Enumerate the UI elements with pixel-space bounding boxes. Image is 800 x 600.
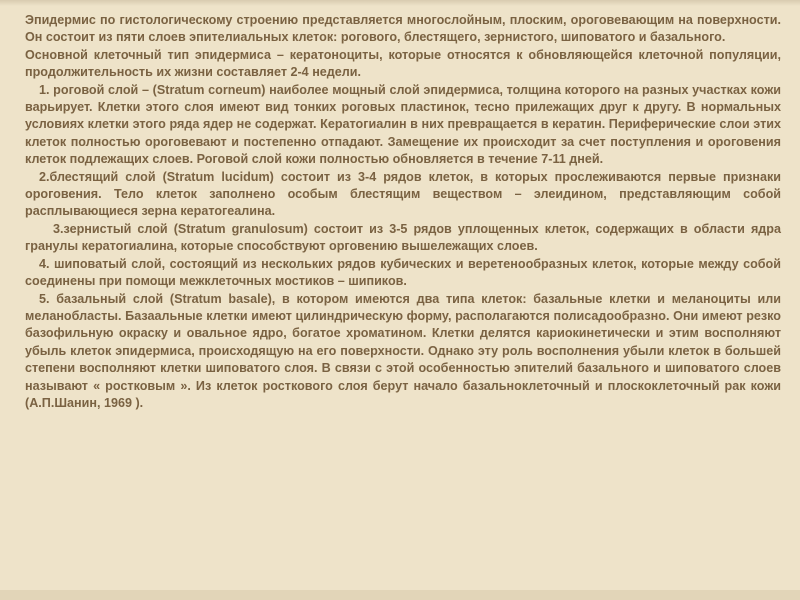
paragraph-stratum-lucidum: 2.блестящий слой (Stratum lucidum) состоит из 3-4 рядов клеток, в которых прослеживаются первые признаки ороговения. Тело клеток заполнено особым блестящим веществом – элеидином, представляющим собой расплывающиеся зерна кератогеалина. bbox=[25, 169, 781, 219]
paragraph-stratum-corneum: 1. роговой слой – (Stratum corneum) наиболее мощный слой эпидермиса, толщина которого на разных участках кожи варьирует. Клетки этого слоя имеют вид тонких роговых пластинок, тесно прилежащих друг к другу. В нормальных условиях клетки этого ряда ядер не содержат. Кератогиалин в них превращается в кератин. Периферические слои этих клеток полностью ороговевают и постепенно отпадают. Замещение их происходит за счет поступления и ороговения клеток подлежащих слоев. Роговой слой кожи полностью обновляется в течение 7-11 дней. bbox=[25, 82, 781, 167]
paragraph-stratum-granulosum: 3.зернистый слой (Stratum granulosum) состоит из 3-5 рядов уплощенных клеток, содержащих в области ядра гранулы кератогиалина, которые способствуют орговению вышележащих слоев. bbox=[25, 221, 781, 254]
paragraph-stratum-basale: 5. базальный слой (Stratum basale), в котором имеются два типа клеток: базальные клетки и меланоциты или меланобласты. Базаальные клетки имеют цилиндрическую форму, располагаются полисадообразно. Они имеют резко базофильную окраску и овальное ядро, богатое хроматином. Клетки делятся кариокинетически и этим восполняют убыль клеток эпидермиса, происходящую на его поверхности. Однако эту роль восполнения убыли клеток в большей степени восполняют клетки шиповатого слоя. В связи с этой особенностью эпителий базального и шиповатого слоев называют « ростковым ». Из клеток росткового слоя берут начало базальноклеточный и плоскоклеточный рак кожи (А.П.Шанин, 1969 ). bbox=[25, 291, 781, 410]
top-band bbox=[0, 0, 800, 6]
paragraph-stratum-spinosum: 4. шиповатый слой, состоящий из нескольких рядов кубических и веретенообразных клеток, которые между собой соединены при помощи межклеточных мостиков – шипиков. bbox=[25, 256, 781, 289]
body-text bbox=[25, 12, 781, 412]
paragraph-keratinocytes: Основной клеточный тип эпидермиса – кератоноциты, которые относятся к обновляющейся клеточной популяции, продолжительность их жизни составляет 2-4 недели. bbox=[25, 47, 781, 80]
bottom-band bbox=[0, 590, 800, 600]
paragraph-intro: Эпидермис по гистологическому строению представляется многослойным, плоским, ороговевающим на поверхности. Он состоит из пяти слоев эпителиальных клеток: рогового, блестящего, зернистого, шиповатого и базального. bbox=[25, 13, 781, 45]
